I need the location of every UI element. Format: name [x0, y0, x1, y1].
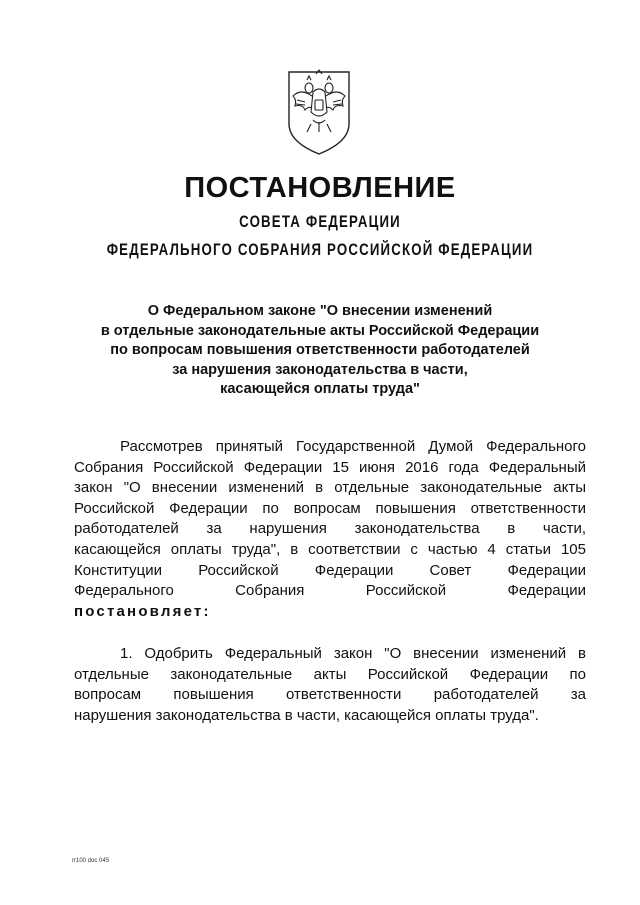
subject-line: О Федеральном законе "О внесении изменений [147, 303, 493, 319]
paragraph-line: Российской Федерации по вопросам повышения ответственности [74, 499, 586, 517]
subject-line: в отдельные законодательные акты Российской Федерации [100, 322, 540, 339]
document-code: rr100 doc 045 [72, 858, 110, 864]
decision-word: постановляет: [74, 602, 211, 620]
paragraph-line: нарушения законодательства в части, касающейся оплаты труда". [74, 706, 539, 724]
paragraph-line: касающейся оплаты труда", в соответствии с частью 4 статьи 105 [74, 540, 586, 558]
document-title: ПОСТАНОВЛЕНИЕ [184, 172, 456, 204]
preamble-paragraph [74, 437, 586, 622]
resolution-item-1 [74, 644, 586, 726]
paragraph-line: Рассмотрев принятый Государственной Думой Федерального [120, 438, 586, 455]
paragraph-line: 1. Одобрить Федеральный закон "О внесении изменений в [120, 645, 586, 662]
coat-of-arms-icon [283, 66, 355, 156]
paragraph-line: Конституции Российской Федерации Совет Федерации [74, 561, 586, 579]
paragraph-line: Собрания Российской Федерации 15 июня 2016 года Федеральный [74, 458, 586, 476]
issuer-line-1: СОВЕТА ФЕДЕРАЦИИ [239, 212, 401, 231]
paragraph-line: Федерального Собрания Российской Федерации [74, 582, 586, 600]
subject-line: по вопросам повышения ответственности работодателей [110, 342, 530, 358]
document-subject [100, 302, 540, 400]
issuer-line-2: ФЕДЕРАЛЬНОГО СОБРАНИЯ РОССИЙСКОЙ ФЕДЕРАЦИИ [106, 240, 534, 259]
subject-line: за нарушения законодательства в части, [172, 361, 468, 378]
paragraph-line: отдельные законодательные акты Российской Федерации по [74, 665, 586, 683]
paragraph-line: работодателей за нарушения законодательства в части, [74, 520, 586, 538]
paragraph-line: вопросам повышения ответственности работодателей за [74, 686, 586, 704]
paragraph-line: закон "О внесении изменений в отдельные законодательные акты [74, 479, 586, 497]
subject-line: касающейся оплаты труда" [220, 381, 420, 397]
